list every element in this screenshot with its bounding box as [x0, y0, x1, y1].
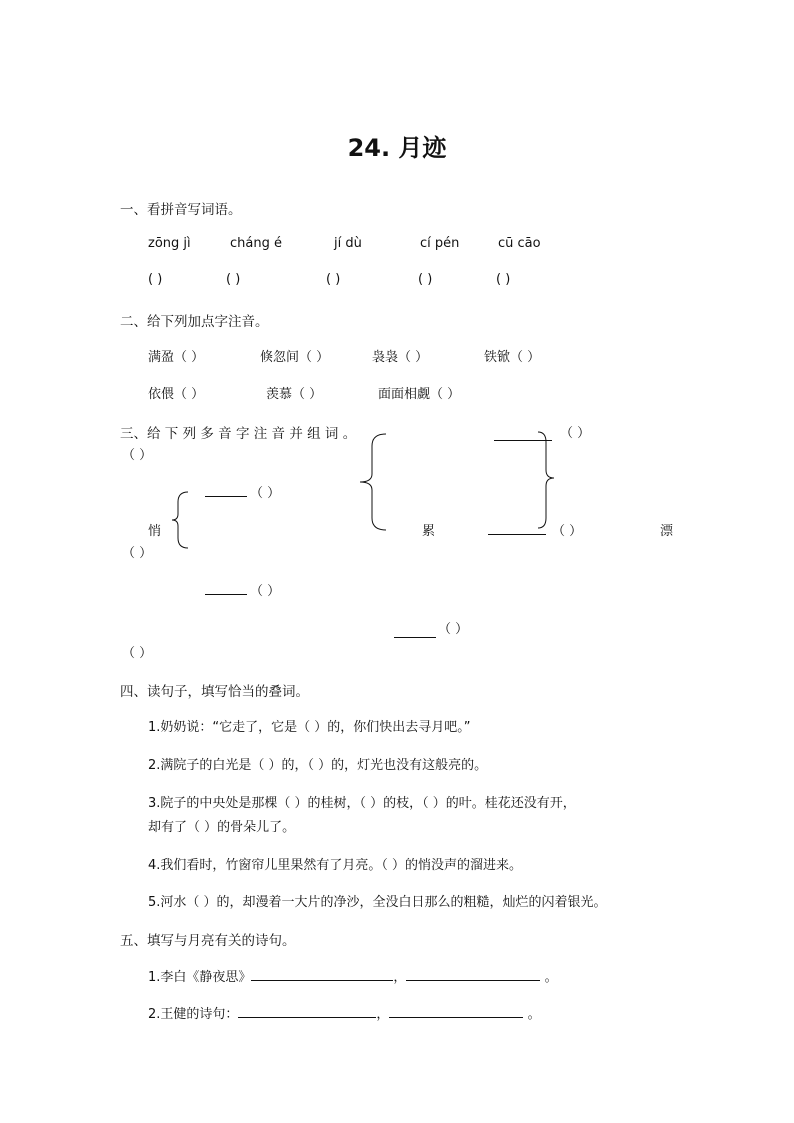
sentence-3[interactable]: 3.院子的中央处是那棵（ ）的桂树，（ ）的枝，（ ）的叶。桂花还没有开， [148, 796, 576, 811]
lei-bracket-2[interactable]: （ ） [552, 524, 583, 539]
qiao-blank-2[interactable] [205, 582, 247, 599]
sentence-4[interactable]: 4.我们看时，竹窗帘儿里果然有了月亮。（ ）的悄没声的溜进来。 [148, 858, 523, 873]
qiao-bracket-1[interactable]: （ ） [250, 486, 281, 501]
pinyin-5: cū cāo [498, 236, 541, 251]
sentence-1[interactable]: 1.奶奶说：“它走了，它是（ ）的，你们快出去寻月吧。” [148, 720, 471, 735]
answer-blank-2[interactable]: ( ) [226, 272, 241, 287]
page-title: 24. 月迹 [347, 134, 447, 162]
piao-bracket-top[interactable]: （ ） [122, 448, 153, 463]
qiao-bracket-2[interactable]: （ ） [250, 584, 281, 599]
poem-2-comma: ， [376, 1007, 390, 1022]
piao-bracket-1[interactable]: （ ） [438, 622, 469, 637]
pinyin-4: cí pén [420, 236, 460, 251]
lei-bracket-1[interactable]: （ ） [560, 426, 591, 441]
phonetic-item-7[interactable]: 面面相觑（ ） [378, 387, 461, 402]
poem-1-comma: ， [393, 970, 407, 985]
answer-blank-3[interactable]: ( ) [326, 272, 341, 287]
piao-blank-1[interactable] [394, 625, 436, 642]
poem-2-blank-a[interactable] [238, 1005, 376, 1018]
sentence-5[interactable]: 5.河水（ ）的，却漫着一大片的净沙，全没白日那么的粗糙，灿烂的闪着银光。 [148, 895, 607, 910]
poem-item-1-label: 1.李白《静夜思》 [148, 970, 252, 985]
answer-blank-1[interactable]: ( ) [148, 272, 163, 287]
lei-right-brace [536, 430, 556, 532]
poem-1-blank-b[interactable] [406, 968, 540, 981]
char-lei: 累 [422, 524, 436, 539]
phonetic-item-6[interactable]: 羡慕（ ） [266, 387, 323, 402]
sentence-3-cont[interactable]: 却有了（ ）的骨朵儿了。 [148, 820, 296, 835]
lei-brace [358, 432, 388, 532]
char-piao: 漂 [660, 524, 674, 539]
phonetic-item-3[interactable]: 袅袅（ ） [372, 350, 429, 365]
poem-item-1[interactable] [148, 966, 558, 985]
poem-2-blank-b[interactable] [389, 1005, 523, 1018]
sentence-2[interactable]: 2.满院子的白光是（ ）的，（ ）的，灯光也没有这般亮的。 [148, 758, 488, 773]
answer-blank-5[interactable]: ( ) [496, 272, 511, 287]
pinyin-3: jí dù [334, 236, 362, 251]
phonetic-item-1[interactable]: 满盈（ ） [148, 350, 205, 365]
section-4-heading: 四、读句子，填写恰当的叠词。 [120, 684, 309, 700]
section-3-heading: 三、给 下 列 多 音 字 注 音 并 组 词 。 [120, 426, 357, 442]
poem-item-2[interactable] [148, 1003, 541, 1022]
poem-1-period: 。 [544, 970, 558, 985]
pinyin-2: cháng é [230, 236, 282, 251]
qiao-blank-1[interactable] [205, 484, 247, 501]
poem-2-period: 。 [527, 1007, 541, 1022]
phonetic-item-2[interactable]: 倏忽间（ ） [260, 350, 330, 365]
pinyin-1: zōng jì [148, 236, 191, 251]
phonetic-item-4[interactable]: 铁锨（ ） [484, 350, 541, 365]
poem-item-2-label: 2.王健的诗句： [148, 1007, 239, 1022]
section-1-heading: 一、看拼音写词语。 [120, 202, 242, 218]
section-2-heading: 二、给下列加点字注音。 [120, 314, 269, 330]
char-qiao: 悄 [148, 524, 162, 539]
phonetic-item-5[interactable]: 依偎（ ） [148, 387, 205, 402]
piao-bracket-2[interactable]: （ ） [122, 646, 153, 661]
qiao-bracket-extra[interactable]: （ ） [122, 546, 153, 561]
answer-blank-4[interactable]: ( ) [418, 272, 433, 287]
poem-1-blank-a[interactable] [251, 968, 393, 981]
section-5-heading: 五、填写与月亮有关的诗句。 [120, 933, 296, 949]
qiao-brace [170, 490, 190, 550]
